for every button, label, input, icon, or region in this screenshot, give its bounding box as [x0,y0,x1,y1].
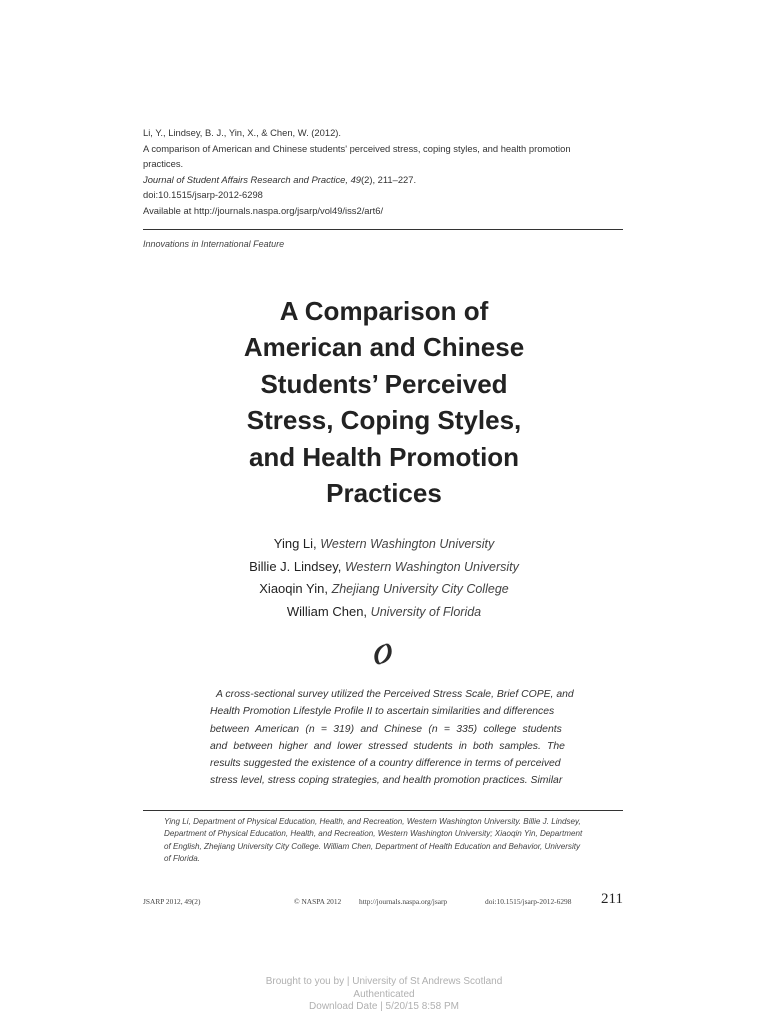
footnote-line: of English, Zhejiang University City College. William Chen, Department of Health Education and Behavior, University [164,841,581,851]
footnote-line: Department of Physical Education, Health, and Recreation, Western Washington University; Xiaoqin Yin, Department [164,829,583,839]
citation-journal-name: Journal of Student Affairs Research and Practice, 49 [143,173,362,185]
citation-title-cont: practices. [143,158,184,170]
citation-authors: Li, Y., Lindsey, B. J., Yin, X., & Chen, W. (2012). [143,127,342,138]
abstract-line: between American (n = 319) and Chinese (n = 335) college students [210,723,562,735]
folio-url[interactable]: http://journals.naspa.org/jsarp [359,897,448,906]
citation-block [143,125,623,219]
author-row [184,533,584,556]
title-line: and Health Promotion [248,441,520,472]
footnote-rule [143,810,623,811]
author-row [184,601,584,624]
author-list [184,533,584,623]
abstract-line: stress level, stress coping strategies, and health promotion practices. Similar [210,775,563,787]
abstract-line: and between higher and lower stressed students in both samples. The [210,740,565,752]
author-row [184,556,584,579]
banner-line: Authenticated [353,988,415,1000]
author-affiliation: University of Florida [370,604,482,619]
abstract-line: results suggested the existence of a country difference in terms of perceived [210,758,561,770]
title-line: Students’ Perceived [260,368,508,399]
naspa-logo-icon [370,641,396,667]
citation-journal [143,172,623,188]
footnote-line: Ying Li, Department of Physical Education, Health, and Recreation, Western Washington University. Billie J. Lindsey, [164,817,581,826]
title-line: Practices [326,478,442,509]
author-name: William Chen, [286,603,368,619]
author-name: Ying Li, [273,536,317,551]
footnote-line: of Florida. [164,854,200,864]
abstract-line: Health Promotion Lifestyle Profile II to ascertain similarities and differences [210,706,555,718]
author-row [184,578,584,601]
banner-line: Download Date | 5/20/15 8:58 PM [309,1001,459,1012]
citation-doi: doi:10.1515/jsarp-2012-6298 [143,189,263,201]
citation-journal-issue: (2), 211–227. [361,173,417,185]
title-line: Stress, Coping Styles, [246,405,522,436]
feature-label: Innovations in International Feature [143,239,285,249]
author-affiliation: Zhejiang University City College [331,582,509,597]
title-line: American and Chinese [243,332,525,363]
author-name: Xiaoqin Yin, [259,581,328,597]
author-affiliation: Western Washington University [344,559,519,574]
folio-copyright: © NASPA 2012 [294,897,342,906]
page-number: 211 [601,891,623,907]
author-affiliation: Western Washington University [320,537,495,551]
title-line: A Comparison of [279,296,489,326]
download-banner [0,976,768,1014]
folio-journal: JSARP 2012, 49(2) [143,897,201,906]
citation-url[interactable]: Available at http://journals.naspa.org/jsarp/vol49/iss2/art6/ [143,204,384,216]
author-name: Billie J. Lindsey, [249,558,342,574]
header-rule [143,229,623,230]
citation-title: A comparison of American and Chinese students' perceived stress, coping styles, and health promotion [143,142,571,154]
abstract-line: A cross-sectional survey utilized the Perceived Stress Scale, Brief COPE, and [216,689,574,700]
folio-doi: doi:10.1515/jsarp-2012-6298 [485,897,572,906]
article-title [184,293,584,511]
abstract [210,686,574,790]
author-footnote [164,816,609,866]
banner-line: Brought to you by | University of St Andrews Scotland [265,976,503,987]
